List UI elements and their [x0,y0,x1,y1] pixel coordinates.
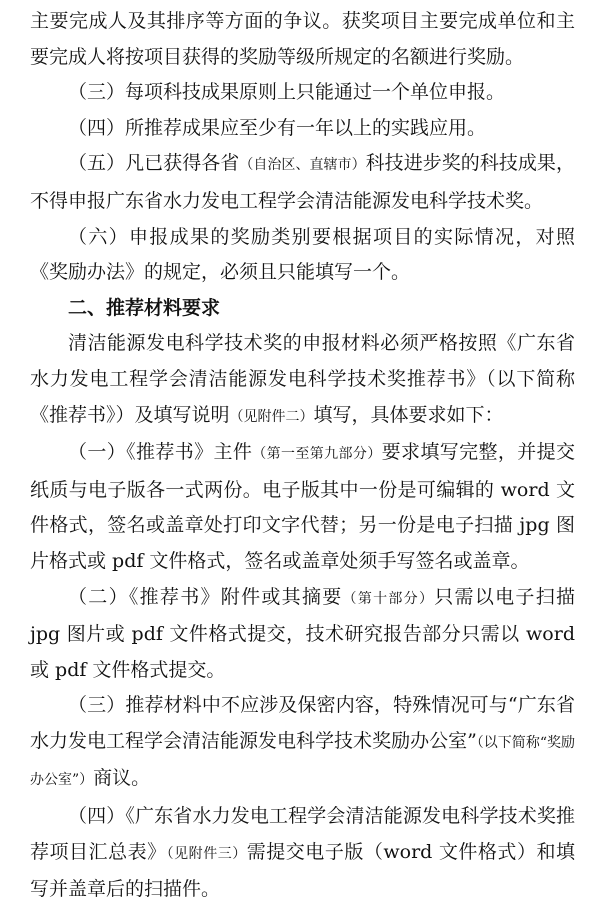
paragraph-text: 商议。 [93,767,151,790]
paragraph-text: （五）凡已获得各省 [68,152,240,175]
paragraph-req-1-main-document [30,435,575,579]
document-page [30,4,575,908]
paragraph-materials-intro [30,326,575,435]
paragraph-note: （见附件三） [166,845,247,862]
paragraph-note: （见附件二） [229,408,314,425]
paragraph-item-3-single-unit: （三）每项科技成果原则上只能通过一个单位申报。 [68,81,506,104]
paragraph-text: 填写，具体要求如下： [313,403,504,426]
paragraph-awards-dispute: 主要完成人及其排序等方面的争议。获奖项目主要完成单位和主要完成人将按项目获得的奖励等级所规定的名额进行奖励。 [30,10,575,68]
paragraph-item-6-award-category: （六）申报成果的奖励类别要根据项目的实际情况，对照《奖励办法》的规定，必须且只能填写一个。 [30,225,575,284]
paragraph-text: 只需以电子扫描 jpg 图片或 pdf 文件格式提交，技术研究报告部分只需以 word 或 pdf 文件格式提交。 [30,585,575,681]
section-heading-materials: 二、推荐材料要求 [68,296,221,319]
paragraph-item-5-provincial-award [30,146,575,219]
paragraph-note: （以下简称“奖励办公室”） [30,734,575,789]
paragraph-text: （一）《推荐书》主件 [68,441,253,464]
paragraph-note: （第十部分） [342,590,435,607]
paragraph-text: 要求填写完整，并提交纸质与电子版各一式两份。电子版其中一份是可编辑的 word 文件格式，签名或盖章处打印文字代替；另一份是电子扫描 jpg 图片格式或 pdf 文件格式，签名或盖章处须手写签名或盖章。 [30,441,575,572]
paragraph-note: （自治区、直辖市） [239,157,366,174]
paragraph-note: （第一至第九部分） [252,446,382,463]
paragraph-text: 清洁能源发电科学技术奖的申报材料必须严格按照《广东省水力发电工程学会清洁能源发电科学技术奖推荐书》（以下简称《推荐书》）及填写说明 [30,332,575,426]
paragraph-text: （二）《推荐书》附件或其摘要 [68,585,343,608]
paragraph-text: （四）《广东省水力发电工程学会清洁能源发电科学技术奖推荐项目汇总表》 [30,805,575,863]
paragraph-req-2-attachments [30,580,575,689]
paragraph-text: 需提交电子版（word 文件格式）和填写并盖章后的扫描件。 [30,840,575,901]
paragraph-item-4-practice: （四）所推荐成果应至少有一年以上的实践应用。 [68,116,487,139]
paragraph-req-4-summary-table [30,799,575,908]
paragraph-text: （三）推荐材料中不应涉及保密内容，特殊情况可与“广东省水力发电工程学会清洁能源发电科学技术奖励办公室” [30,694,575,752]
paragraph-text: 科技进步奖的科技成果，不得申报广东省水力发电工程学会清洁能源发电科学技术奖。 [30,152,575,212]
paragraph-req-3-confidential [30,688,575,799]
